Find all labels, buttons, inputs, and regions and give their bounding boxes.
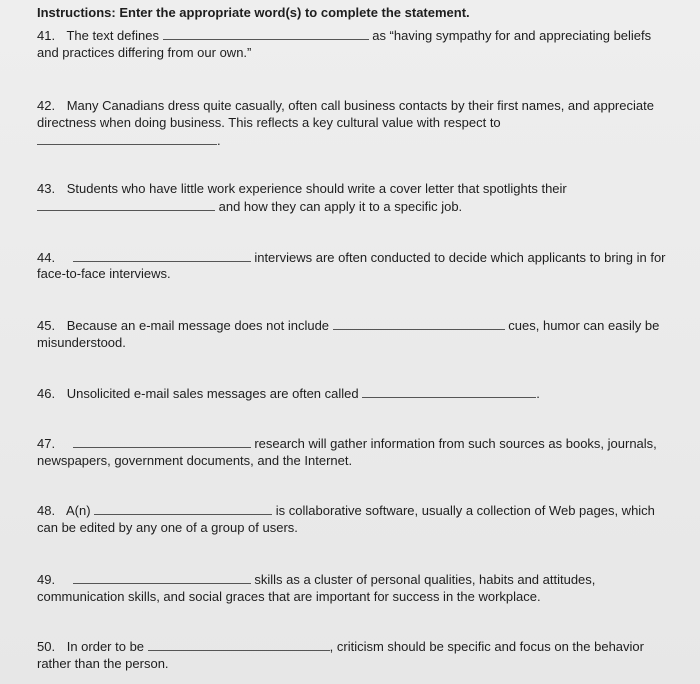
question-text: , criticism should be specific and focus on the behavior	[329, 639, 644, 654]
question-50-cont: rather than the person.	[37, 656, 169, 671]
question-text: skills as a cluster of personal qualities, habits and attitudes,	[254, 572, 596, 587]
question-text: and how they can apply it to a specific job.	[218, 199, 463, 214]
punctuation: .	[536, 386, 540, 401]
question-number: 41.	[37, 28, 56, 43]
question-number: 45.	[37, 318, 56, 333]
question-42	[37, 97, 654, 114]
question-number: 44.	[37, 250, 56, 265]
question-45-cont: misunderstood.	[37, 335, 126, 350]
question-48-cont: can be edited by any one of a group of users.	[37, 520, 298, 535]
question-text: cues, humor can easily be	[508, 318, 660, 333]
answer-blank-48[interactable]	[94, 502, 272, 515]
question-50	[37, 638, 644, 655]
question-text: The text defines	[66, 28, 159, 43]
answer-blank-41[interactable]	[163, 27, 369, 40]
question-46	[37, 385, 540, 402]
question-49	[37, 571, 595, 588]
question-text: as “having sympathy for and appreciating beliefs	[372, 28, 652, 43]
question-43-cont	[37, 198, 462, 215]
question-text: Many Canadians dress quite casually, often call business contacts by their first names, and appreciate	[66, 98, 654, 113]
answer-blank-42[interactable]	[37, 132, 217, 145]
question-47-cont: newspapers, government documents, and the Internet.	[37, 453, 353, 468]
answer-blank-45[interactable]	[333, 317, 505, 330]
question-text: In order to be	[66, 639, 145, 654]
question-49-cont: communication skills, and social graces that are important for success in the workplace.	[37, 589, 541, 604]
answer-blank-43[interactable]	[37, 198, 215, 211]
question-number: 50.	[37, 639, 56, 654]
question-text: research will gather information from such sources as books, journals,	[254, 436, 657, 451]
answer-blank-49[interactable]	[73, 571, 251, 584]
question-number: 48.	[37, 503, 56, 518]
punctuation: .	[217, 133, 221, 148]
question-48	[37, 502, 655, 519]
instructions: Instructions: Enter the appropriate word(s) to complete the statement.	[37, 5, 470, 20]
question-text: Students who have little work experience should write a cover letter that spotlights their	[66, 181, 567, 196]
question-number: 42.	[37, 98, 56, 113]
question-42-cont: directness when doing business. This reflects a key cultural value with respect to	[37, 115, 501, 130]
answer-blank-47[interactable]	[73, 435, 251, 448]
question-number: 49.	[37, 572, 56, 587]
question-text: A(n)	[65, 503, 91, 518]
question-text: interviews are often conducted to decide which applicants to bring in for	[254, 250, 666, 265]
question-number: 43.	[37, 181, 56, 196]
question-47	[37, 435, 657, 452]
question-41	[37, 27, 651, 44]
question-41-cont: and practices differing from our own.”	[37, 45, 252, 60]
question-number: 46.	[37, 386, 56, 401]
question-42-blank-line	[37, 132, 221, 149]
question-44	[37, 249, 666, 266]
question-text: Because an e-mail message does not include	[66, 318, 330, 333]
question-number: 47.	[37, 436, 56, 451]
answer-blank-46[interactable]	[362, 385, 536, 398]
question-43	[37, 180, 567, 197]
answer-blank-44[interactable]	[73, 249, 251, 262]
question-text: Unsolicited e-mail sales messages are often called	[66, 386, 359, 401]
question-45	[37, 317, 659, 334]
question-44-cont: face-to-face interviews.	[37, 266, 171, 281]
answer-blank-50[interactable]	[148, 638, 330, 651]
question-text: is collaborative software, usually a collection of Web pages, which	[275, 503, 655, 518]
